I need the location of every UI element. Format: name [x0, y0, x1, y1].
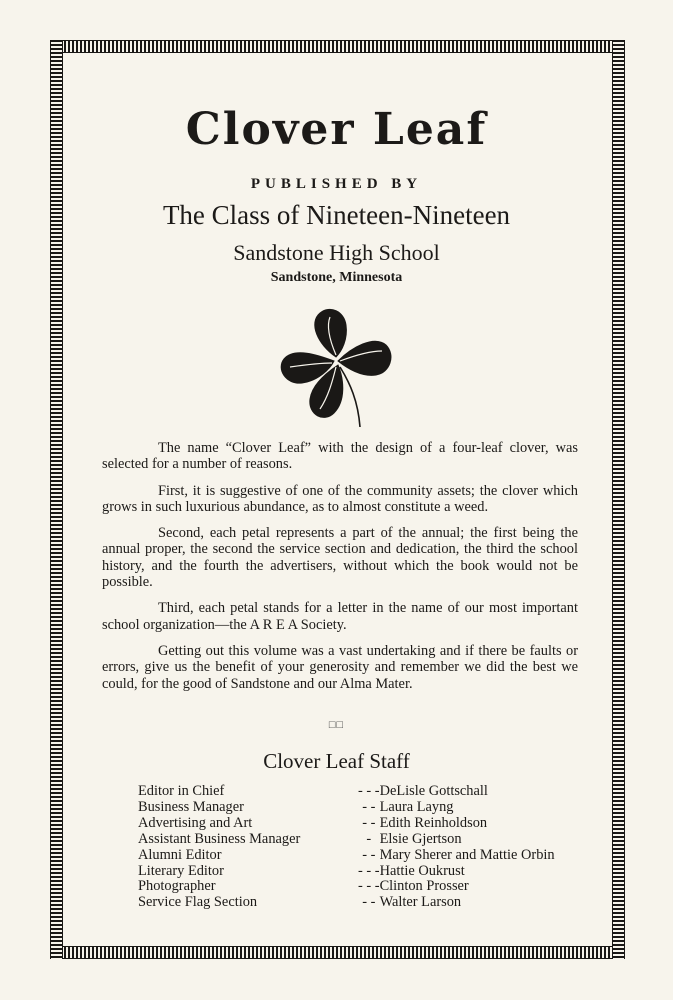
staff-role: Advertising and Art	[138, 814, 253, 831]
staff-row	[138, 784, 555, 800]
staff-row	[138, 879, 555, 895]
staff-role: Assistant Business Manager	[138, 830, 301, 847]
staff-name: Edith Reinholdson	[379, 814, 488, 831]
staff-role: Editor in Chief	[138, 783, 225, 799]
paragraph: Second, each petal represents a part of the annual; the first being the annual proper, the second the service section and dedication, the third the school history, and the fourth the advertisers, without which the book would not be possible.	[102, 525, 578, 591]
staff-list	[138, 784, 555, 911]
staff-name: Hattie Oukrust	[379, 862, 465, 879]
school-name: Sandstone High School	[233, 240, 440, 265]
staff-row	[138, 864, 555, 880]
border-top	[56, 40, 618, 53]
border-bottom	[56, 946, 618, 959]
clover-leaf-icon	[278, 305, 400, 430]
staff-role: Alumni Editor	[138, 846, 222, 863]
staff-name: Elsie Gjertson	[379, 830, 462, 847]
staff-dashes: - - -	[358, 783, 380, 799]
section-ornament: □□	[328, 719, 345, 731]
page-title: Clover Leaf	[185, 104, 488, 155]
staff-role: Photographer	[138, 878, 216, 895]
staff-row	[138, 848, 555, 864]
staff-name: Clinton Prosser	[379, 878, 469, 895]
paragraph: The name “Clover Leaf” with the design of a four-leaf clover, was selected for a number of reasons.	[102, 440, 578, 473]
staff-dashes: - - -	[358, 862, 380, 879]
staff-name: Walter Larson	[379, 894, 462, 911]
intro-text	[102, 440, 578, 702]
paragraph: Getting out this volume was a vast undertaking and if there be faults or errors, give us the benefit of your generosity and remember we did the best we could, for the good of Sandstone and our Alma Mater.	[102, 642, 578, 692]
staff-name: Laura Layng	[379, 798, 454, 815]
staff-dashes: - -	[362, 894, 376, 911]
staff-name: DeLisle Gottschall	[379, 783, 488, 799]
staff-role: Service Flag Section	[138, 894, 258, 911]
staff-row	[138, 816, 555, 832]
staff-row	[138, 800, 555, 816]
location: Sandstone, Minnesota	[270, 270, 403, 285]
staff-heading: Clover Leaf Staff	[263, 749, 410, 773]
staff-name: Mary Sherer and Mattie Orbin	[379, 846, 555, 863]
paragraph: Third, each petal stands for a letter in the name of our most important school organization—the A R E A Society.	[102, 600, 578, 633]
staff-dashes: - -	[362, 814, 376, 831]
staff-row	[138, 832, 555, 848]
staff-role: Business Manager	[138, 798, 244, 815]
class-line: The Class of Nineteen-Nineteen	[162, 200, 511, 230]
staff-dashes: -	[366, 830, 372, 847]
staff-role: Literary Editor	[138, 862, 224, 879]
paragraph: First, it is suggestive of one of the community assets; the clover which grows in such luxurious abundance, as to almost constitute a weed.	[102, 482, 578, 515]
staff-dashes: - -	[362, 846, 376, 863]
staff-row	[138, 895, 555, 911]
staff-dashes: - -	[362, 798, 376, 815]
published-by-label: PUBLISHED BY	[250, 176, 423, 192]
staff-dashes: - - -	[358, 878, 380, 895]
